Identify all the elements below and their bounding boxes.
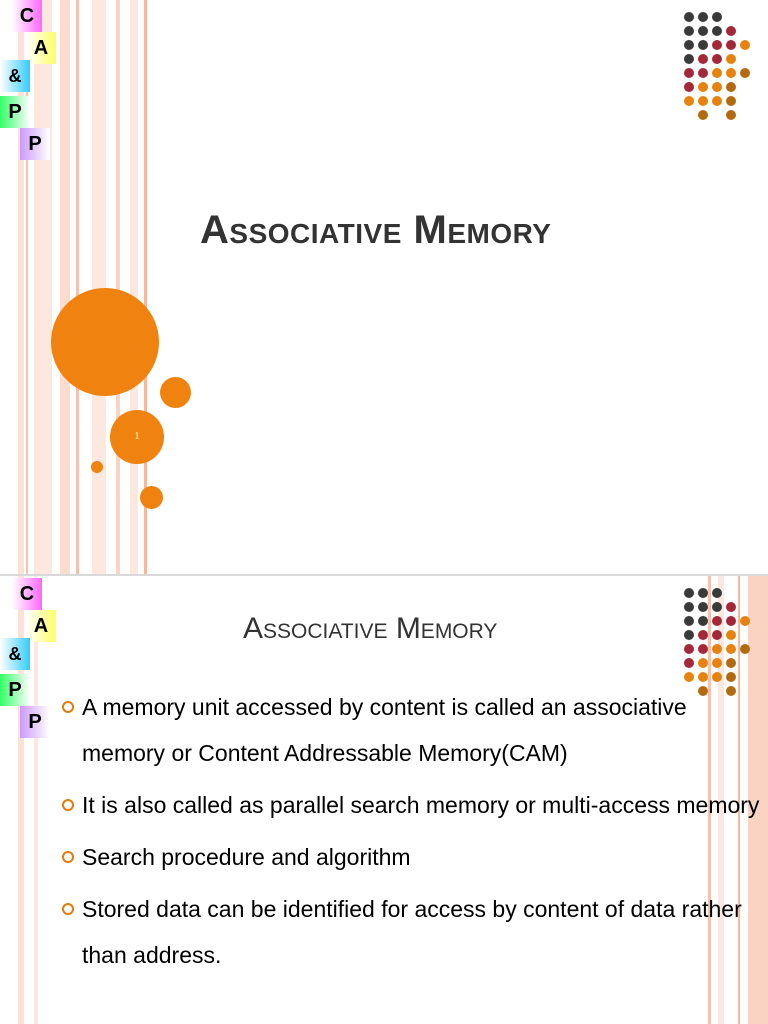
bullet-text: Stored data can be identified for access by content of data rather than address. <box>82 896 742 968</box>
decor-dot <box>726 110 736 120</box>
decor-dot <box>684 602 694 612</box>
decor-dot <box>684 26 694 36</box>
decor-circle <box>91 461 103 473</box>
slide-title: Associative Memory <box>243 612 498 645</box>
decor-dot <box>684 658 694 668</box>
decor-dot <box>684 68 694 78</box>
logo-letter: P <box>0 96 30 128</box>
decor-dot <box>684 82 694 92</box>
logo <box>0 578 62 738</box>
circle-bullet-icon <box>62 701 74 713</box>
logo-letter: A <box>26 610 56 642</box>
decor-dot <box>712 54 722 64</box>
decor-dot <box>712 616 722 626</box>
decor-dot <box>712 588 722 598</box>
decor-dot <box>698 644 708 654</box>
dot-grid-decoration <box>684 12 764 122</box>
decor-dot <box>698 68 708 78</box>
decor-dot <box>698 82 708 92</box>
decor-dot <box>726 96 736 106</box>
decor-dot <box>684 644 694 654</box>
decor-dot <box>684 96 694 106</box>
bullet-text: A memory unit accessed by content is called an associative memory or Content Addressable Memory(CAM) <box>82 694 687 766</box>
decor-dot <box>726 658 736 668</box>
decor-dot <box>726 26 736 36</box>
decor-dot <box>684 588 694 598</box>
bullet-text: It is also called as parallel search memory or multi-access memory <box>82 792 760 818</box>
decor-dot <box>684 630 694 640</box>
bullet-list <box>62 684 762 984</box>
decor-stripe <box>130 0 138 576</box>
list-item <box>62 782 762 828</box>
decor-dot <box>712 658 722 668</box>
logo-letter: & <box>0 638 30 670</box>
decor-dot <box>698 630 708 640</box>
decor-dot <box>698 12 708 22</box>
logo-letter: P <box>0 674 30 706</box>
decor-dot <box>698 26 708 36</box>
decor-dot <box>698 672 708 682</box>
logo-letter: P <box>20 706 50 738</box>
decor-dot <box>726 644 736 654</box>
decor-dot <box>684 672 694 682</box>
logo <box>0 0 62 160</box>
decor-dot <box>726 54 736 64</box>
decor-dot <box>684 616 694 626</box>
decor-dot <box>698 602 708 612</box>
circle-bullet-icon <box>62 851 74 863</box>
decor-dot <box>684 40 694 50</box>
decor-dot <box>726 672 736 682</box>
slide-title: Associative Memory <box>200 208 552 252</box>
decor-dot <box>712 644 722 654</box>
decor-stripe <box>76 0 79 576</box>
decor-dot <box>712 40 722 50</box>
decor-dot <box>712 96 722 106</box>
list-item <box>62 834 762 880</box>
bullet-text: Search procedure and algorithm <box>82 844 411 870</box>
list-item <box>62 684 762 776</box>
decor-dot <box>698 40 708 50</box>
logo-letter: P <box>20 128 50 160</box>
page-number: 1 <box>134 431 140 442</box>
decor-dot <box>740 644 750 654</box>
logo-letter: C <box>12 0 42 32</box>
decor-circle <box>160 377 191 408</box>
decor-dot <box>726 68 736 78</box>
dot-grid-decoration <box>684 588 764 698</box>
decor-dot <box>740 616 750 626</box>
decor-dot <box>698 616 708 626</box>
decor-dot <box>726 40 736 50</box>
content-slide <box>0 576 768 1024</box>
decor-dot <box>712 12 722 22</box>
decor-dot <box>698 588 708 598</box>
logo-letter: A <box>26 32 56 64</box>
decor-dot <box>740 40 750 50</box>
logo-letter: C <box>12 578 42 610</box>
circle-bullet-icon <box>62 903 74 915</box>
decor-dot <box>726 616 736 626</box>
decor-circle <box>51 288 159 396</box>
decor-dot <box>684 12 694 22</box>
decor-dot <box>712 602 722 612</box>
decor-dot <box>684 54 694 64</box>
circle-bullet-icon <box>62 799 74 811</box>
decor-stripe <box>116 0 120 576</box>
decor-dot <box>698 658 708 668</box>
decor-dot <box>712 672 722 682</box>
decor-dot <box>698 96 708 106</box>
decor-dot <box>726 82 736 92</box>
logo-letter: & <box>0 60 30 92</box>
decor-dot <box>712 26 722 36</box>
decor-dot <box>740 68 750 78</box>
decor-dot <box>698 110 708 120</box>
decor-dot <box>726 602 736 612</box>
list-item <box>62 886 762 978</box>
decor-dot <box>698 54 708 64</box>
decor-dot <box>712 68 722 78</box>
decor-dot <box>712 630 722 640</box>
decor-dot <box>712 82 722 92</box>
decor-dot <box>726 630 736 640</box>
decor-circle <box>140 486 163 509</box>
